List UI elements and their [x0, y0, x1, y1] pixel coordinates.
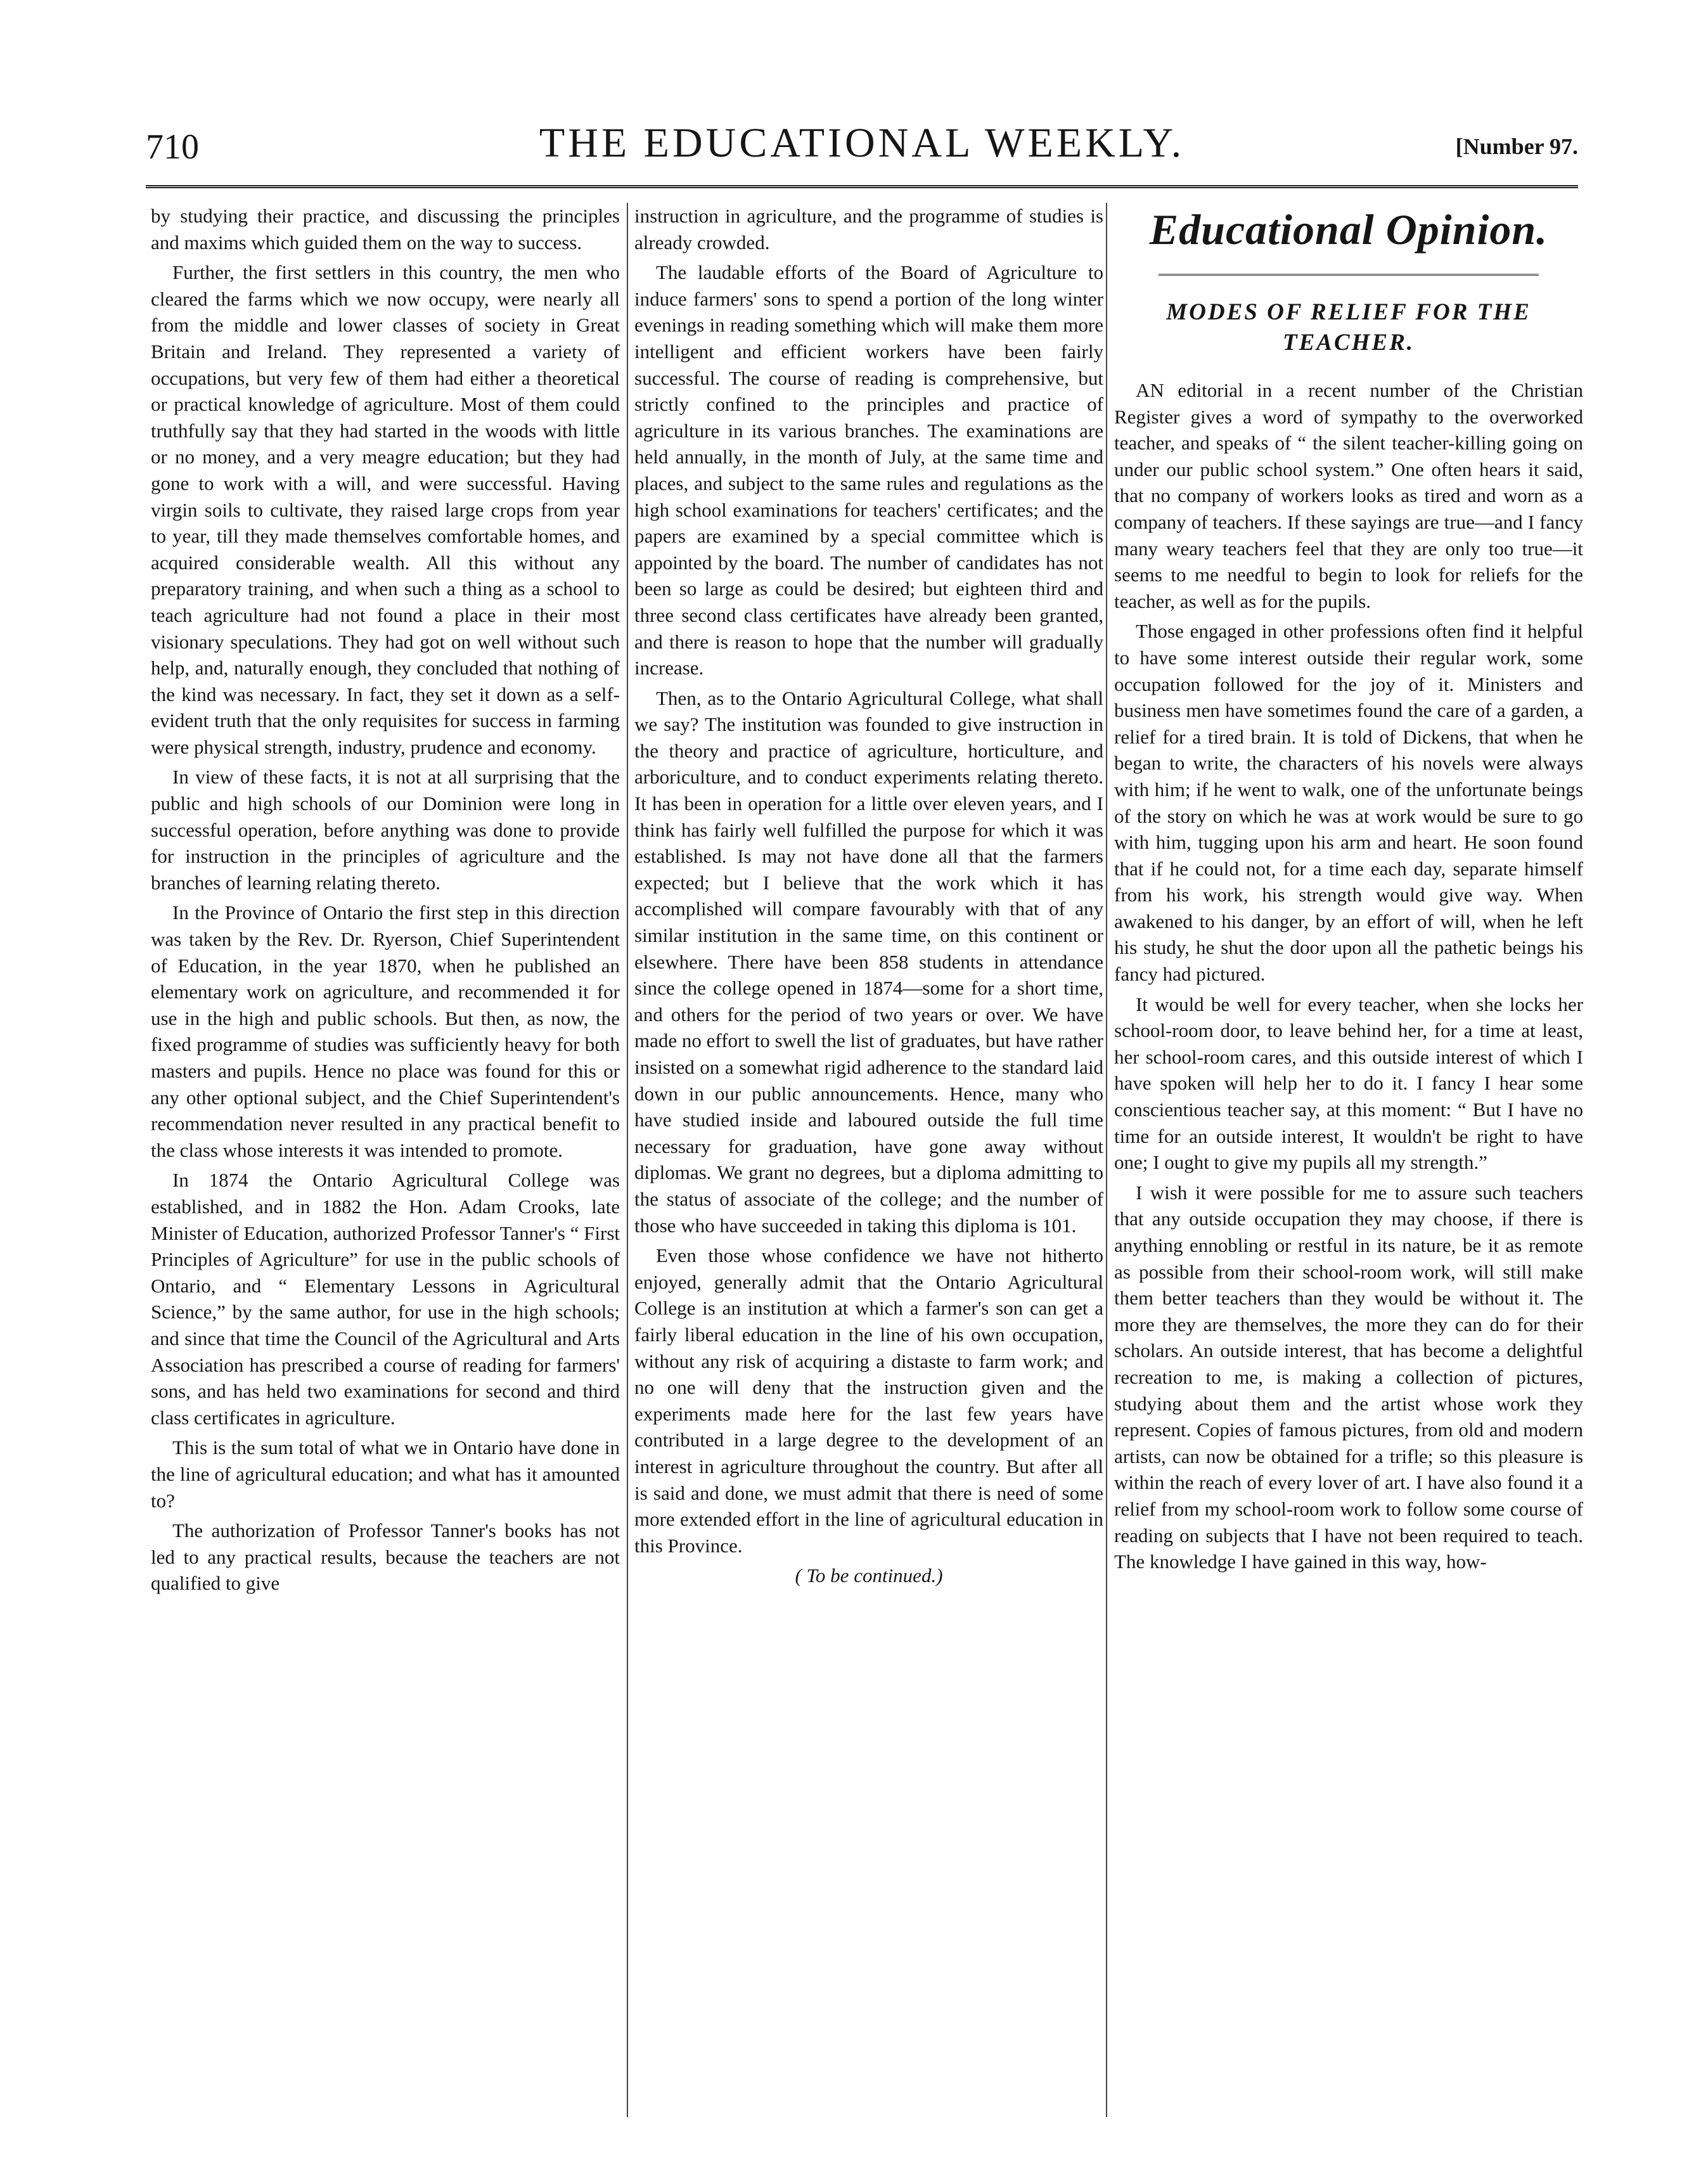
issue-number: [Number 97. — [1455, 134, 1578, 159]
column-divider — [627, 203, 628, 2117]
page-number: 710 — [146, 127, 199, 167]
paragraph: I wish it were possible for me to assure such teachers that any outside occupation they may choose, if there is anything ennobling or restful in its nature, be it as remote as possible from their school-room work, will still make them better teachers than they would be without it. The more they are themselves, the more they can do for their scholars. An outside interest, that has become a delightful recreation to me, is making a collection of pictures, studying about them and the artist whose work they represent. Copies of famous pictures, from old and modern artists, can now be obtained for a trifle; so this pleasure is within the reach of every lover of art. I have also found it a relief from my school-room work to follow some course of reading on subjects that I have not been required to teach. The knowledge I have gained in this way, how- — [1114, 1181, 1583, 1573]
paragraph: This is the sum total of what we in Ontario have done in the line of agricultural education; and what has it amounted to? — [151, 1436, 620, 1512]
paragraph: Even those whose confidence we have not hitherto enjoyed, generally admit that the Ontario Agricultural College is an institution at which a farmer's son can get a fairly liberal education in the line of his own occupation, without any risk of acquiring a distaste to farm work; and no one will deny that the instruction given and the experiments made here for the last few years have contributed in a large degree to the development of an interest in agriculture throughout the country. But after all is said and done, we must admit that there is need of some more extended effort in the line of agricultural education in this Province. — [634, 1244, 1103, 1557]
paragraph: instruction in agriculture, and the programme of studies is already crowded. — [634, 205, 1103, 254]
section-title: Educational Opinion. — [1149, 205, 1548, 254]
masthead-title: THE EDUCATIONAL WEEKLY. — [539, 120, 1185, 166]
paragraph: The authorization of Professor Tanner's books has not led to any practical results, because the teachers are not qualified to give — [151, 1519, 620, 1595]
column-divider — [1106, 203, 1107, 2117]
paragraph: AN editorial in a recent number of the Christian Register gives a word of sympathy to the overworked teacher, and speaks of “ the silent teacher-killing going on under our public school system.” One often hears it said, that no company of workers looks as tired and worn as a company of teachers. If these sayings are true—and I fancy many weary teachers feel that they are only too true—it seems to me needful to begin to look for reliefs for the teacher, as well as for the pupils. — [1114, 379, 1583, 612]
paragraph: Further, the first settlers in this country, the men who cleared the farms which we now occupy, were nearly all from the middle and lower classes of society in Great Britain and Ireland. They represented a variety of occupations, but very few of them had either a theoretical or practical knowledge of agriculture. Most of them could truthfully say that they had started in the woods with little or no money, and a very meagre education; but they had gone to work with a will, and were successful. Having virgin soils to cultivate, they raised large crops from year to year, till they made themselves comfortable homes, and acquired considerable wealth. All this without any preparatory training, and when such a thing as a school to teach agriculture had not found a place in their most visionary speculations. They had got on well without such help, and, naturally enough, they concluded that nothing of the kind was necessary. In fact, they set it down as a self-evident truth that the only requisites for success in farming were physical strength, industry, prudence and economy. — [151, 261, 620, 758]
column-1 — [151, 203, 620, 2123]
section-rule — [1159, 274, 1539, 276]
continued-note: ( To be continued.) — [795, 1564, 943, 1587]
paragraph: In the Province of Ontario the first step in this direction was taken by the Rev. Dr. Ryerson, Chief Superintendent of Education, in the year 1870, when he published an elementary work on agriculture, and recommended it for use in the high and public schools. But then, as now, the fixed programme of studies was sufficiently heavy for both masters and pupils. Hence no place was found for this or any other optional subject, and the Chief Superintendent's recommendation never resulted in any practical benefit to the class whose interests it was intended to promote. — [151, 901, 620, 1161]
article-title: MODES OF RELIEF FOR THE TEACHER. — [1166, 299, 1531, 356]
paragraph: by studying their practice, and discussing the principles and maxims which guided them on the way to success. — [151, 205, 620, 254]
paragraph: Then, as to the Ontario Agricultural College, what shall we say? The institution was founded to give instruction in the theory and practice of agriculture, horticulture, and arboriculture, and to conduct experiments relating thereto. It has been in operation for a little over eleven years, and I think has fairly well fulfilled the purpose for which it was established. Is may not have done all that the farmers expected; but I believe that the work which it has accomplished will compare favourably with that of any similar institution in the same time, on this continent or elsewhere. There have been 858 students in attendance since the college opened in 1874—some for a short time, and others for the period of two years or over. We have made no effort to swell the list of graduates, but have rather insisted on a somewhat rigid adherence to the standard laid down in our public announcements. Hence, many who have studied inside and laboured outside the full time necessary for graduation, have gone away without diplomas. We grant no degrees, but a diploma admitting to the status of associate of the college; and the number of those who have succeeded in taking this diploma is 101. — [634, 686, 1103, 1237]
column-3 — [1114, 203, 1583, 2123]
paragraph: Those engaged in other professions often find it helpful to have some interest outside their regular work, some occupation followed for the joy of it. Ministers and business men have sometimes found the care of a garden, a relief for a tired brain. It is told of Dickens, that when he began to write, the characters of his novels were always with him; if he went to walk, one of the unfortunate beings of the story on which he was at work would be sure to go with him, tugging upon his arm and heart. He soon found that if he could not, for a time each day, separate himself from his work, his strength would give way. When awakened to his danger, by an effort of will, when he left his study, he shut the door upon all the pathetic beings his fancy had pictured. — [1114, 620, 1583, 986]
paragraph: It would be well for every teacher, when she locks her school-room door, to leave behind her, for a time at least, her school-room cares, and this outside interest of which I have spoken will help her to do it. I fancy I hear some conscientious teacher say, at this moment: “ But I have no time for an outside interest, It wouldn't be right to have one; I ought to give my pupils all my strength.” — [1114, 993, 1583, 1174]
header-rule — [146, 185, 1578, 188]
paragraph: The laudable efforts of the Board of Agriculture to induce farmers' sons to spend a portion of the long winter evenings in reading something which will make them more intelligent and efficient workers have been fairly successful. The course of reading is comprehensive, but strictly confined to the principles and practice of agriculture in its various branches. The examinations are held annually, in the month of July, at the same time and places, and subject to the same rules and regulations as the high school examinations for teachers' certificates; and the papers are examined by a special committee which is appointed by the board. The number of candidates has not been so large as could be desired; but eighteen third and three second class certificates have already been granted, and there is reason to hope that the number will gradually increase. — [634, 261, 1103, 679]
paragraph: In view of these facts, it is not at all surprising that the public and high schools of our Dominion were long in successful operation, before anything was done to provide for instruction in the principles of agriculture and the branches of learning relating thereto. — [151, 766, 620, 894]
column-2 — [634, 203, 1103, 2123]
paragraph: In 1874 the Ontario Agricultural College was established, and in 1882 the Hon. Adam Crooks, late Minister of Education, authorized Professor Tanner's “ First Principles of Agriculture” for use in the public schools of Ontario, and “ Elementary Lessons in Agricultural Science,” by the same author, for use in the high schools; and since that time the Council of the Agricultural and Arts Association has prescribed a course of reading for farmers' sons, and has held two examinations for second and third class certificates in agriculture. — [151, 1169, 620, 1429]
page-header — [146, 114, 1578, 184]
